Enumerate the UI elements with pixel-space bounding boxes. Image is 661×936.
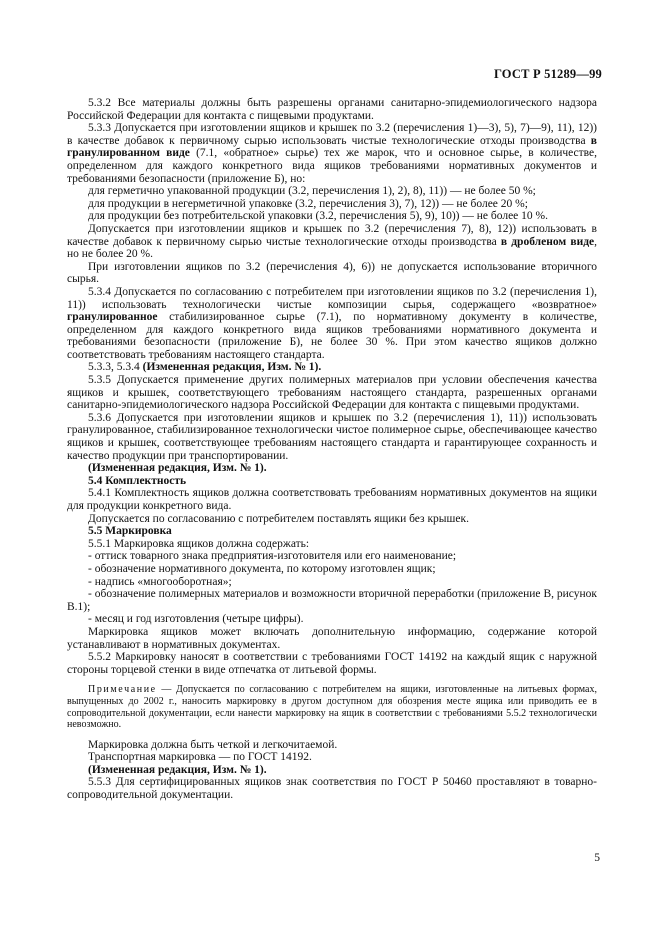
clause-5-5-3: 5.5.3 Для сертифицированных ящиков знак соответствия по ГОСТ Р 50460 проставляют в товарно-сопроводительной документации.: [67, 776, 597, 802]
clause-5-3-4-text-c: стабилизированное сырье (7.1), по нормативному документу в количестве, определенном для каждого конкретного вида ящиков требованиями нормативного документа и требованиями безопасности (приложение Б), не более 30 %. При этом качество ящиков должно соответствовать требованиям настоящего стандарта.: [67, 311, 597, 361]
clause-5-3-2: 5.3.2 Все материалы должны быть разрешены органами санитарно-эпидемиологического надзора Российской Федерации для контакта с пищевыми продуктами.: [67, 97, 597, 122]
page-number: 5: [594, 852, 600, 864]
standard-header: ГОСТ Р 51289—99: [493, 67, 602, 81]
clause-5-3-4: [67, 286, 597, 362]
clause-5-3-3-text-a: 5.3.3 Допускается при изготовлении ящиков и крышек по 3.2 (перечисления 1)—3), 5), 7)—9), 11), 12)) в качестве добавок к первичному сырью использовать чистые технологические отходы производства: [67, 122, 597, 147]
section-heading-5-4: 5.4 Комплектность: [88, 474, 187, 487]
clause-5-4-1: 5.4.1 Комплектность ящиков должна соответствовать требованиям нормативных документов на ящики для продукции конкретного вида.: [67, 487, 597, 512]
list-item: - обозначение нормативного документа, по которому изготовлен ящик;: [88, 562, 436, 575]
note-text: — Допускается по согласованию с потребителем на ящики, изготовленные на литьевых формах, выпущенных до 2002 г., наносить маркировку в другом доступном для обозрения месте ящика или приводить ее в сопроводительной документации, если нанести маркировку на ящик в соответствии с требованиями 5.5.2 технологически невозможно.: [67, 684, 597, 731]
clause-5-5-1: 5.5.1 Маркировка ящиков должна содержать:: [88, 537, 310, 550]
revision-label: (Измененная редакция, Изм. № 1).: [142, 361, 322, 374]
clause-5-5-1-addendum: Маркировка ящиков может включать дополнительную информацию, содержание которой устанавливают в нормативных документах.: [67, 625, 597, 651]
list-item: для продукции без потребительской упаковки (3.2, перечисления 5), 9), 10)) — не более 10 %.: [88, 210, 548, 223]
list-item: - обозначение полимерных материалов и возможности вторичной переработки (приложение В, рисунок В.1);: [67, 588, 597, 613]
section-heading-5-5: 5.5 Маркировка: [88, 525, 172, 538]
list-item: - месяц и год изготовления (четыре цифры).: [88, 613, 304, 626]
revision-clauses: 5.3.3, 5.3.4: [88, 361, 143, 374]
clause-5-3-3-restriction: При изготовлении ящиков по 3.2 (перечисления 4), 6)) не допускается использование вторичного сырья.: [67, 260, 597, 286]
clause-5-5-2-readability: Маркировка должна быть четкой и легкочитаемой.: [88, 738, 338, 751]
addendum-text-c: , но не более 20 %.: [67, 235, 597, 261]
revision-note: (Измененная редакция, Изм. № 1).: [88, 462, 267, 475]
clause-5-3-3-emphasis: в гранулированном виде: [67, 134, 597, 160]
note-label: Примечание: [88, 684, 157, 696]
revision-note: (Измененная редакция, Изм. № 1).: [88, 763, 267, 776]
clause-5-5-2-transport: Транспортная маркировка — по ГОСТ 14192.: [88, 751, 312, 764]
clause-5-4-1-addendum: Допускается по согласованию с потребителем поставлять ящики без крышек.: [88, 512, 469, 525]
clause-5-3-4-emphasis: гранулированное: [67, 311, 158, 324]
clause-5-5-2: 5.5.2 Маркировку наносят в соответствии с требованиями ГОСТ 14192 на каждый ящик с наружной стороны торцевой стенки в виде отпечатка от литьевой формы.: [67, 651, 597, 676]
list-item: для герметично упакованной продукции (3.2, перечисления 1), 2), 8), 11)) — не более 50 %;: [88, 185, 536, 198]
clause-5-3-3-text-c: (7.1, «обратное» сырье) тех же марок, что и основное сырье, в количестве, определенном для каждого конкретного вида ящиков требованиями нормативных документов и требованиями безопасности (приложение Б), но:: [67, 147, 598, 185]
list-item: для продукции в негерметичной упаковке (3.2, перечисления 3), 7), 12)) — не более 20 %;: [88, 197, 528, 210]
clause-5-3-3-addendum: [67, 223, 597, 261]
addendum-text-a: Допускается при изготовлении ящиков и крышек по 3.2 (перечисления 7), 8), 12)) использовать в качестве добавок к первичному сырью чистые технологические отходы производства: [67, 222, 597, 248]
note: [67, 684, 597, 730]
clause-5-3-5: 5.3.5 Допускается применение других полимерных материалов при условии обеспечения качества ящиков и крышек, соответствующего требованиям настоящего стандарта, разрешенных органами санитарно-эпидемиологического надзора Российской Федерации для контакта с пищевыми продуктами.: [67, 374, 597, 412]
list-item: - надпись «многооборотная»;: [88, 575, 232, 588]
document-body: [67, 97, 597, 802]
clause-5-3-3: [67, 122, 597, 185]
clause-5-3-4-text-a: 5.3.4 Допускается по согласованию с потребителем при изготовлении ящиков по 3.2 (перечисления 1), 11)) использовать технологически чистые композиции сырья, содержащего «возвратное»: [67, 285, 597, 311]
list-item: - оттиск товарного знака предприятия-изготовителя или его наименование;: [88, 550, 457, 563]
revision-note: [67, 361, 597, 374]
clause-5-3-6: 5.3.6 Допускается при изготовлении ящиков и крышек по 3.2 (перечисления 1), 11)) использовать гранулированное, стабилизированное технологически чистое полимерное сырье, обеспечивающее качество ящиков и крышек, соответствующее требованиям настоящего стандарта и гарантирующее сохранность и качество продукции при транспортировании.: [67, 411, 597, 462]
addendum-emphasis: в дробленом виде: [500, 235, 595, 248]
